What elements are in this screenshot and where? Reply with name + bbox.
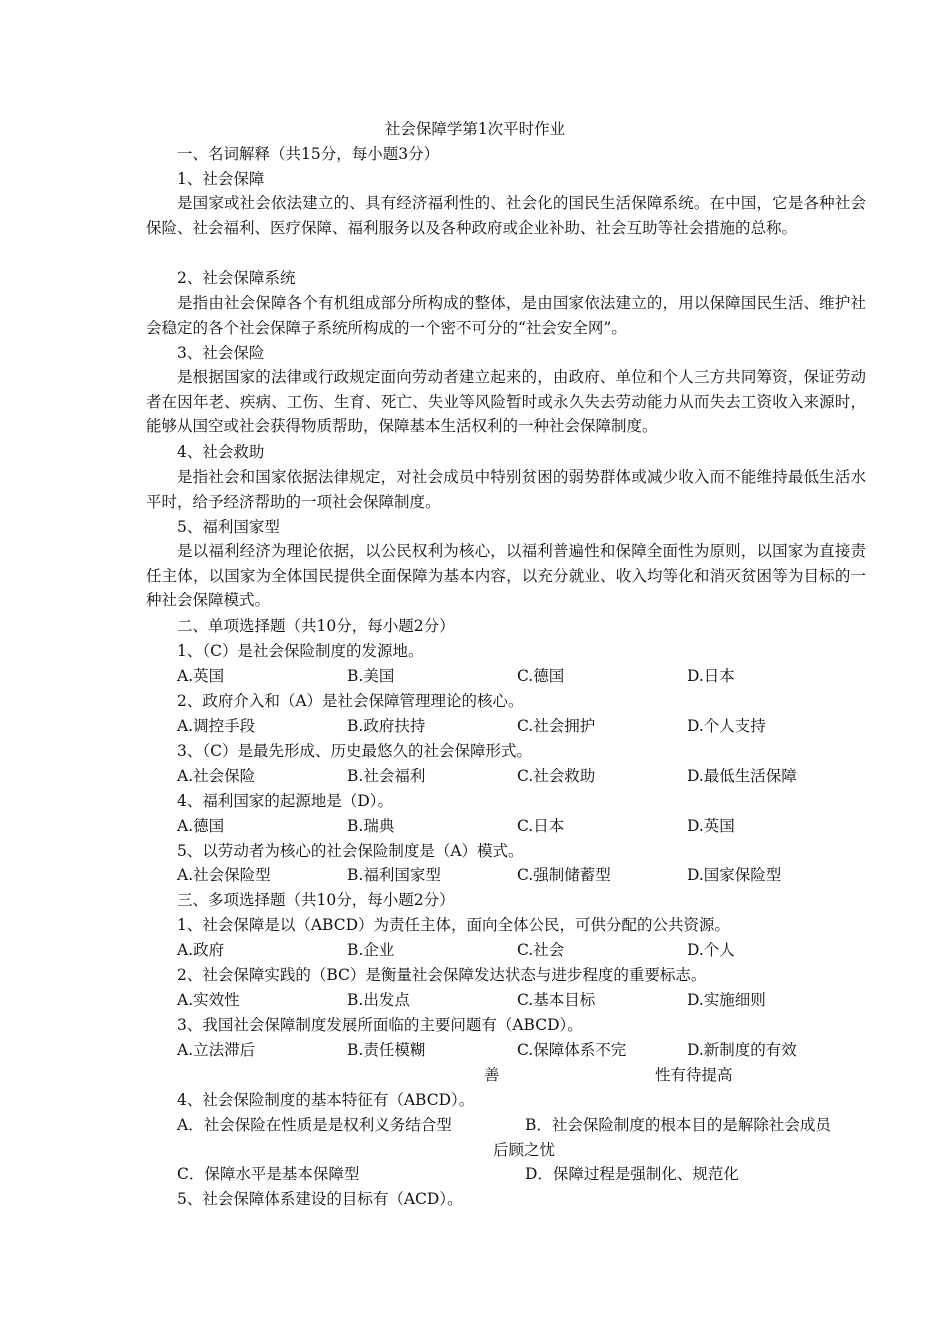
option-d: D．保障过程是强制化、规范化: [525, 1165, 739, 1183]
term-title: 4、社会救助: [177, 443, 265, 461]
option-c: C.强制储蓄型: [517, 866, 611, 884]
option-b: B.社会福利: [347, 767, 426, 785]
term-definition: 是根据国家的法律或行政规定面向劳动者建立起来的，由政府、单位和个人三方共同筹资，保证劳动者在因年老、疾病、工伤、生育、死亡、失业等风险暂时或永久失去劳动能力从而失去工资收入来源时，能够从国空或社会获得物质帮助，保障基本生活权利的一种社会保障制度。: [146, 368, 866, 436]
option-a: A.立法滞后: [177, 1041, 256, 1059]
option-c: C.日本: [517, 817, 565, 835]
question: 5、社会保障体系建设的目标有（ACD）。: [177, 1190, 463, 1208]
option-a: A.调控手段: [177, 717, 256, 735]
option-d: D.日本: [687, 667, 735, 685]
option-a: A.英国: [177, 667, 225, 685]
option-d: D.英国: [687, 817, 735, 835]
option-d: D.最低生活保障: [687, 767, 797, 785]
option-c: C．保障水平是基本保障型: [177, 1165, 360, 1183]
option-a: A.实效性: [177, 991, 240, 1009]
option-b: B.出发点: [347, 991, 410, 1009]
option-b-wrap: 后顾之忧: [493, 1141, 556, 1159]
option-b: B.企业: [347, 941, 395, 959]
option-d: D.实施细则: [687, 991, 766, 1009]
option-a: A.政府: [177, 941, 225, 959]
term-title: 1、社会保障: [177, 170, 265, 188]
option-b: B.责任模糊: [347, 1041, 426, 1059]
question: 2、政府介入和（A）是社会保障管理理论的核心。: [177, 692, 524, 710]
option-c: C.社会救助: [517, 767, 596, 785]
option-a: A．社会保险在性质是是权利义务结合型: [177, 1116, 452, 1134]
option-c: C.德国: [517, 667, 565, 685]
question: 3、我国社会保障制度发展所面临的主要问题有（ABCD）。: [177, 1016, 583, 1034]
term-definition: 是指社会和国家依据法律规定，对社会成员中特别贫困的弱势群体或减少收入而不能维持最低生活水平时，给予经济帮助的一项社会保障制度。: [146, 468, 866, 511]
question: 1、社会保障是以（ABCD）为责任主体，面向全体公民，可供分配的公共资源。: [177, 916, 731, 934]
option-b: B.瑞典: [347, 817, 395, 835]
term-definition: 是指由社会保障各个有机组成部分所构成的整体，是由国家依法建立的，用以保障国民生活、维护社会稳定的各个社会保障子系统所构成的一个密不可分的“社会安全网”。: [146, 294, 866, 337]
option-d: D.国家保险型: [687, 866, 782, 884]
option-d: D.个人支持: [687, 717, 766, 735]
term-definition: 是国家或社会依法建立的、具有经济福利性的、社会化的国民生活保障系统。在中国，它是各种社会保险、社会福利、医疗保障、福利服务以及各种政府或企业补助、社会互助等社会措施的总称。: [146, 194, 866, 237]
option-b: B.政府扶持: [347, 717, 426, 735]
question: 2、社会保障实践的（BC）是衡量社会保障发达状态与进步程度的重要标志。: [177, 966, 707, 984]
option-c-wrap: 善: [484, 1066, 500, 1084]
document-title: 社会保障学第1次平时作业: [384, 120, 566, 138]
option-c: C.社会: [517, 941, 565, 959]
question: 1、（C）是社会保险制度的发源地。: [177, 642, 424, 660]
question: 4、社会保险制度的基本特征有（ABCD）。: [177, 1091, 475, 1109]
question: 3、（C）是最先形成、历史最悠久的社会保障形式。: [177, 742, 532, 760]
term-definition: 是以福利经济为理论依据，以公民权利为核心，以福利普遍性和保障全面性为原则，以国家为直接责任主体，以国家为全体国民提供全面保障为基本内容，以充分就业、收入均等化和消灭贫困等为目标的一种社会保障模式。: [146, 542, 866, 610]
option-a: A.社会保险型: [177, 866, 271, 884]
section-heading: 三、多项选择题（共10分，每小题2分）: [177, 891, 455, 909]
option-a: A.德国: [177, 817, 225, 835]
section-heading: 一、名词解释（共15分，每小题3分）: [177, 145, 440, 163]
option-c: C.社会拥护: [517, 717, 596, 735]
option-b: B.美国: [347, 667, 395, 685]
option-d: D.个人: [687, 941, 735, 959]
section-heading: 二、单项选择题（共10分，每小题2分）: [177, 617, 455, 635]
question: 5、以劳动者为核心的社会保险制度是（A）模式。: [177, 842, 524, 860]
term-title: 2、社会保障系统: [177, 269, 296, 287]
term-title: 5、福利国家型: [177, 518, 280, 536]
option-b: B．社会保险制度的根本目的是解除社会成员: [525, 1116, 831, 1134]
option-b: B.福利国家型: [347, 866, 441, 884]
option-c: C.基本目标: [517, 991, 596, 1009]
option-d: D.新制度的有效: [687, 1041, 797, 1059]
option-d-wrap: 性有待提高: [655, 1066, 733, 1084]
option-a: A.社会保险: [177, 767, 256, 785]
option-c: C.保障体系不完: [517, 1041, 627, 1059]
question: 4、福利国家的起源地是（D）。: [177, 792, 394, 810]
term-title: 3、社会保险: [177, 344, 265, 362]
